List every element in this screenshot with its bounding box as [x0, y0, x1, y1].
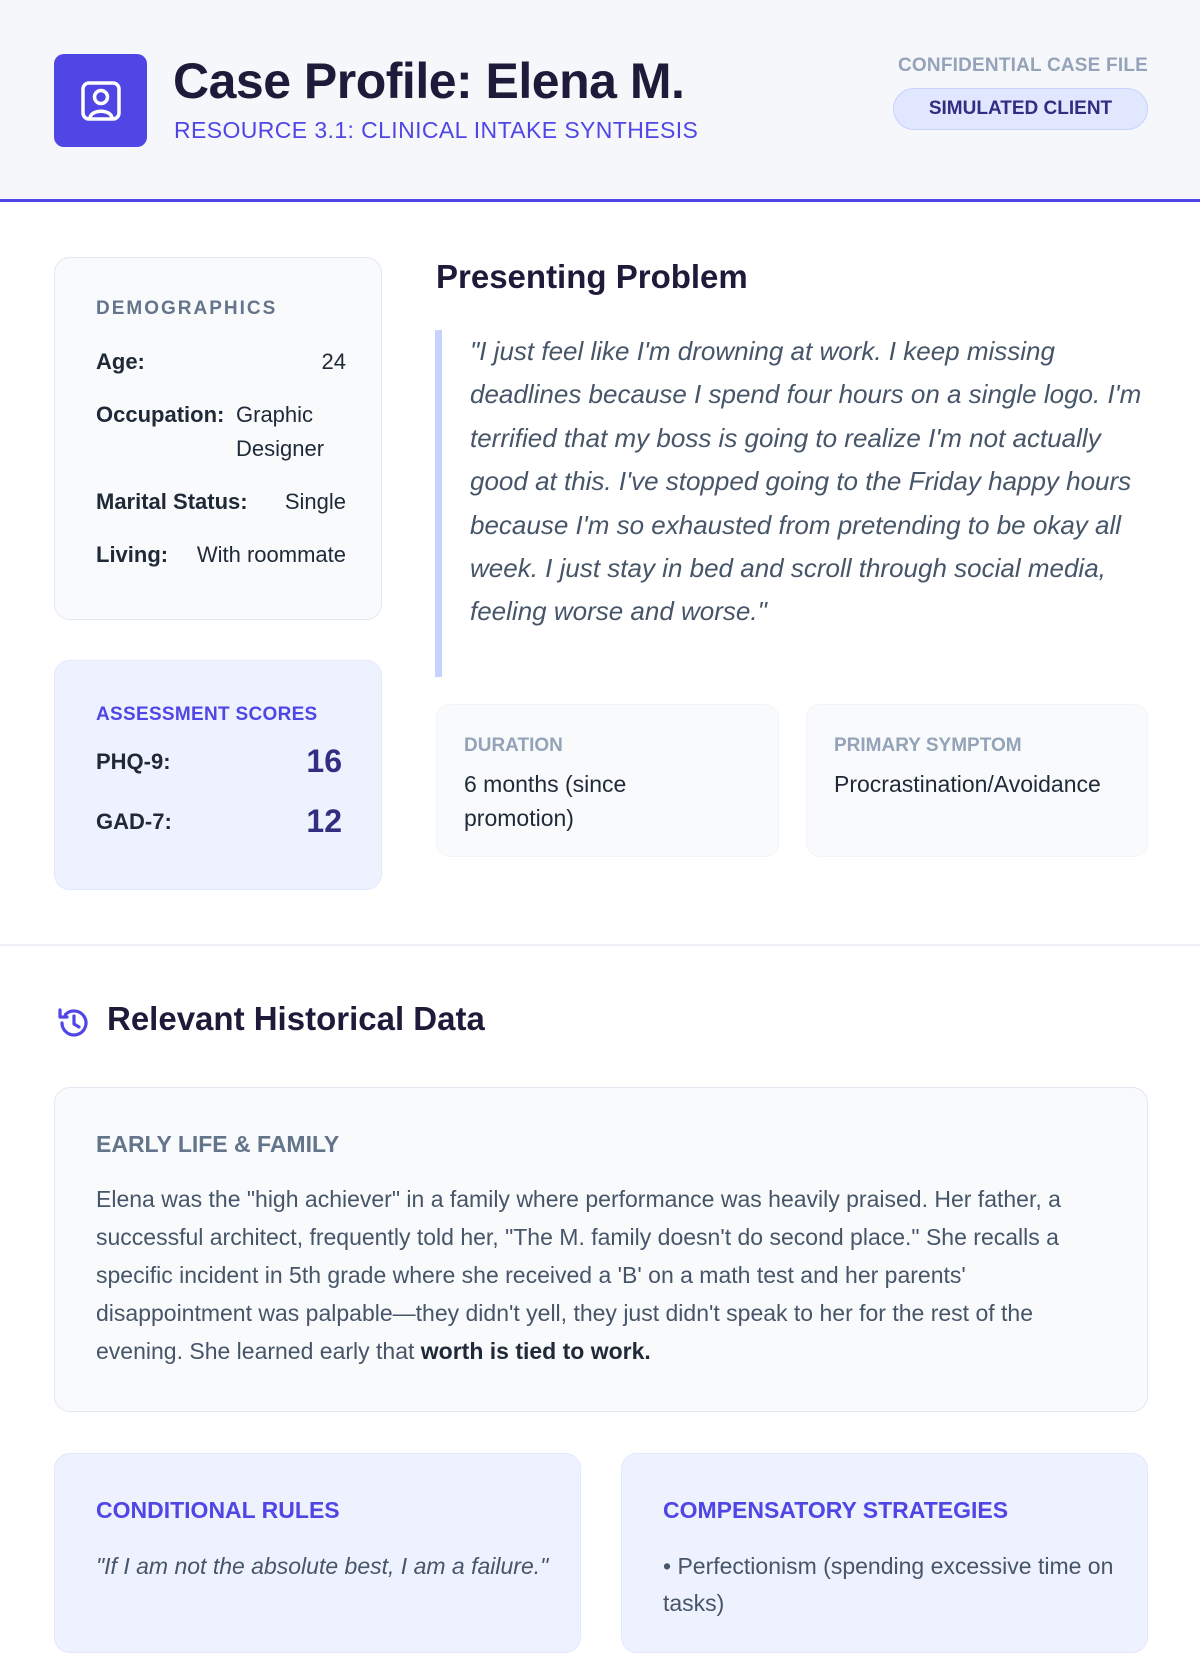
page-header	[0, 0, 1200, 202]
early-life-body: Elena was the "high achiever" in a family where performance was heavily praised. Her father, a successful architect, frequently told her, "The M. family doesn't do second place." She recalls a specific incident in 5th grade where she received a 'B' on a math test and her parents' disappointment was palpable—they didn't yell, they just didn't speak to her for the rest of the evening. She learned early that	[96, 1186, 1061, 1364]
demographics-card	[54, 257, 382, 620]
compensatory-strategies-card	[621, 1453, 1148, 1653]
simulated-client-badge: SIMULATED CLIENT	[893, 88, 1148, 130]
score-row-phq9	[96, 743, 342, 780]
duration-value: 6 months (since promotion)	[464, 771, 627, 831]
primary-symptom-value: Procrastination/Avoidance	[834, 771, 1101, 797]
assessment-heading: ASSESSMENT SCORES	[96, 704, 318, 725]
demographics-heading: DEMOGRAPHICS	[96, 298, 278, 319]
historical-data-title: Relevant Historical Data	[107, 1000, 485, 1037]
living-value: With roommate	[196, 542, 346, 567]
history-icon	[55, 1004, 93, 1047]
duration-label: DURATION	[464, 735, 563, 756]
duration-card	[436, 704, 779, 857]
marital-status-value: Single	[284, 489, 346, 514]
demographics-row-age	[96, 345, 346, 379]
early-life-heading: EARLY LIFE & FAMILY	[96, 1131, 340, 1157]
primary-symptom-card	[806, 704, 1148, 857]
phq9-label: PHQ-9:	[96, 748, 171, 774]
assessment-card	[54, 660, 382, 890]
presenting-problem-title: Presenting Problem	[436, 258, 748, 295]
demographics-row-occupation	[96, 398, 346, 466]
early-life-card	[54, 1087, 1148, 1412]
confidential-label: CONFIDENTIAL CASE FILE	[898, 55, 1148, 76]
conditional-rules-card	[54, 1453, 581, 1653]
presenting-problem-quote: "I just feel like I'm drowning at work. I keep missing deadlines because I spend four hours on a single logo. I'm terrified that my boss is going to realize I'm not actually good at this. I've stopped going to the Friday happy hours because I'm so exhausted from pretending to be okay all week. I just stay in bed and scroll through social media, feeling worse and worse."	[470, 336, 1142, 627]
marital-status-label: Marital Status:	[96, 489, 248, 514]
compensatory-strategies-heading: COMPENSATORY STRATEGIES	[663, 1497, 1009, 1523]
phq9-value: 16	[306, 743, 342, 779]
compensatory-strategy-item: • Perfectionism (spending excessive time on tasks)	[663, 1553, 1114, 1616]
living-label: Living:	[96, 542, 169, 567]
occupation-label: Occupation:	[96, 402, 225, 427]
primary-symptom-label: PRIMARY SYMPTOM	[834, 735, 1022, 756]
page-subtitle: RESOURCE 3.1: CLINICAL INTAKE SYNTHESIS	[174, 117, 699, 143]
occupation-value: Graphic Designer	[236, 402, 325, 461]
demographics-row-marital	[96, 485, 346, 519]
page-title: Case Profile: Elena M.	[173, 53, 685, 109]
age-label: Age:	[96, 349, 145, 374]
section-divider	[0, 944, 1200, 946]
user-portrait-icon	[54, 54, 147, 147]
conditional-rules-heading: CONDITIONAL RULES	[96, 1497, 340, 1523]
conditional-rule-text: "If I am not the absolute best, I am a failure."	[96, 1553, 549, 1579]
gad7-label: GAD-7:	[96, 808, 172, 834]
quote-accent-bar	[435, 330, 442, 677]
gad7-value: 12	[306, 803, 342, 839]
score-row-gad7	[96, 803, 342, 840]
age-value: 24	[321, 349, 346, 374]
early-life-text	[96, 1180, 1111, 1370]
demographics-row-living	[96, 538, 346, 572]
early-life-emphasis: worth is tied to work.	[420, 1338, 651, 1364]
